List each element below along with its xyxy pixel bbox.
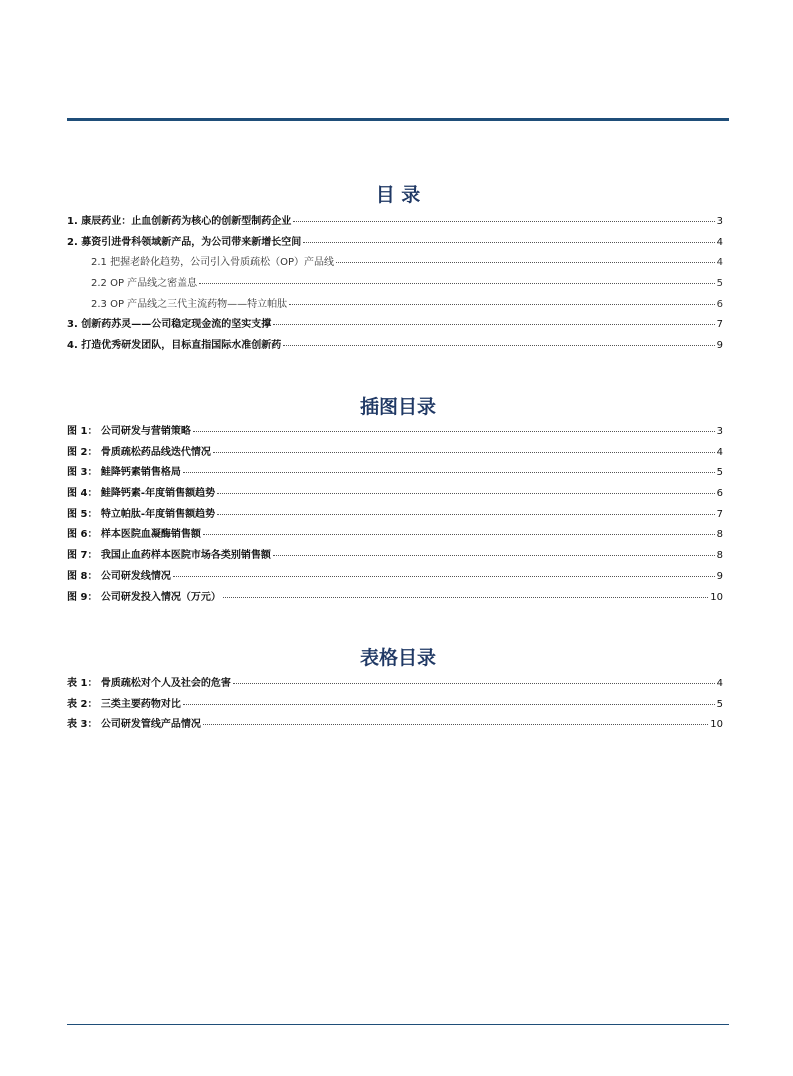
leader-dots: [199, 283, 714, 284]
toc-entry-page: 4: [716, 257, 723, 269]
toc-entry[interactable]: [67, 339, 723, 360]
figure-entry-label: 图 3： 鲑降钙素销售格局: [67, 467, 181, 479]
toc-entry-page: 3: [716, 216, 723, 227]
toc-subentry[interactable]: [67, 298, 723, 319]
table-entry-page: 5: [716, 698, 723, 710]
leader-dots: [283, 345, 714, 346]
figure-entry-page: 8: [716, 550, 723, 562]
figure-entry[interactable]: [67, 508, 723, 529]
toc-entry-page: 7: [716, 319, 723, 331]
figure-entry[interactable]: [67, 466, 723, 487]
figure-entry-label: 图 6： 样本医院血凝酶销售额: [67, 529, 201, 541]
leader-dots: [183, 704, 715, 705]
figures-list: [67, 425, 723, 611]
leader-dots: [293, 221, 714, 222]
leader-dots: [273, 324, 714, 325]
toc-title: 目 录: [375, 184, 421, 206]
figure-entry-label: 图 5： 特立帕肽-年度销售额趋势: [67, 508, 216, 520]
figure-entry-page: 5: [716, 467, 723, 479]
figure-entry-page: 4: [716, 446, 723, 458]
figures-title: 插图目录: [359, 396, 436, 418]
figure-entry-label: 图 8： 公司研发线情况: [67, 570, 171, 582]
header-rule: [67, 118, 729, 121]
leader-dots: [289, 304, 714, 305]
table-entry[interactable]: [67, 718, 723, 739]
table-entry[interactable]: [67, 698, 723, 719]
toc-entry-page: 6: [716, 298, 723, 310]
figure-entry-label: 图 1： 公司研发与营销策略: [67, 426, 191, 437]
table-entry-label: 表 1： 骨质疏松对个人及社会的危害: [67, 678, 231, 689]
toc-entry-label: 2.3 OP 产品线之三代主流药物——特立帕肽: [91, 298, 288, 310]
figure-entry-label: 图 4： 鲑降钙素-年度销售额趋势: [67, 488, 216, 500]
toc-list: [67, 215, 723, 360]
leader-dots: [217, 514, 715, 515]
figure-entry[interactable]: [67, 570, 723, 591]
toc-entry-label: 2.1 把握老龄化趋势，公司引入骨质疏松（OP）产品线: [91, 257, 334, 269]
toc-entry-label: 3. 创新药苏灵——公司稳定现金流的坚实支撑: [67, 319, 272, 331]
figure-entry-label: 图 2： 骨质疏松药品线迭代情况: [67, 446, 211, 458]
table-entry[interactable]: [67, 677, 723, 698]
toc-entry-label: 2.2 OP 产品线之密盖息: [91, 278, 198, 290]
toc-entry-page: 5: [716, 278, 723, 290]
toc-entry-page: 9: [716, 340, 723, 352]
figure-entry[interactable]: [67, 549, 723, 570]
figure-entry-page: 6: [716, 488, 723, 500]
toc-entry[interactable]: [67, 318, 723, 339]
tables-list: [67, 677, 723, 739]
leader-dots: [217, 493, 715, 494]
figure-entry[interactable]: [67, 446, 723, 467]
figure-entry-page: 7: [716, 508, 723, 520]
leader-dots: [233, 683, 715, 684]
toc-entry-label: 4. 打造优秀研发团队，目标直指国际水准创新药: [67, 340, 282, 352]
leader-dots: [336, 262, 715, 263]
toc-subentry[interactable]: [67, 256, 723, 277]
leader-dots: [303, 242, 714, 243]
tables-title: 表格目录: [359, 647, 436, 669]
table-entry-label: 表 2： 三类主要药物对比: [67, 698, 181, 710]
figure-entry[interactable]: [67, 487, 723, 508]
leader-dots: [273, 555, 715, 556]
figure-entry-page: 3: [716, 426, 723, 437]
leader-dots: [213, 452, 715, 453]
figure-entry-page: 10: [710, 591, 723, 603]
toc-entry-page: 4: [716, 236, 723, 248]
leader-dots: [223, 597, 708, 598]
figure-entry-page: 8: [716, 529, 723, 541]
figure-entry[interactable]: [67, 528, 723, 549]
toc-entry[interactable]: [67, 215, 723, 236]
figure-entry[interactable]: [67, 425, 723, 446]
figure-entry[interactable]: [67, 591, 723, 612]
leader-dots: [193, 431, 715, 432]
table-entry-label: 表 3： 公司研发管线产品情况: [67, 719, 201, 731]
table-entry-page: 10: [710, 719, 723, 731]
figure-entry-page: 9: [716, 570, 723, 582]
figure-entry-label: 图 7： 我国止血药样本医院市场各类别销售额: [67, 550, 271, 562]
table-entry-page: 4: [716, 678, 723, 689]
leader-dots: [183, 472, 715, 473]
figure-entry-label: 图 9： 公司研发投入情况（万元）: [67, 591, 221, 603]
footer-rule: [67, 1024, 729, 1025]
toc-entry-label: 2. 募资引进骨科领域新产品，为公司带来新增长空间: [67, 236, 302, 248]
leader-dots: [203, 534, 715, 535]
leader-dots: [203, 724, 708, 725]
toc-subentry[interactable]: [67, 277, 723, 298]
toc-entry-label: 1. 康辰药业：止血创新药为核心的创新型制药企业: [67, 216, 292, 227]
toc-entry[interactable]: [67, 236, 723, 257]
leader-dots: [173, 576, 715, 577]
